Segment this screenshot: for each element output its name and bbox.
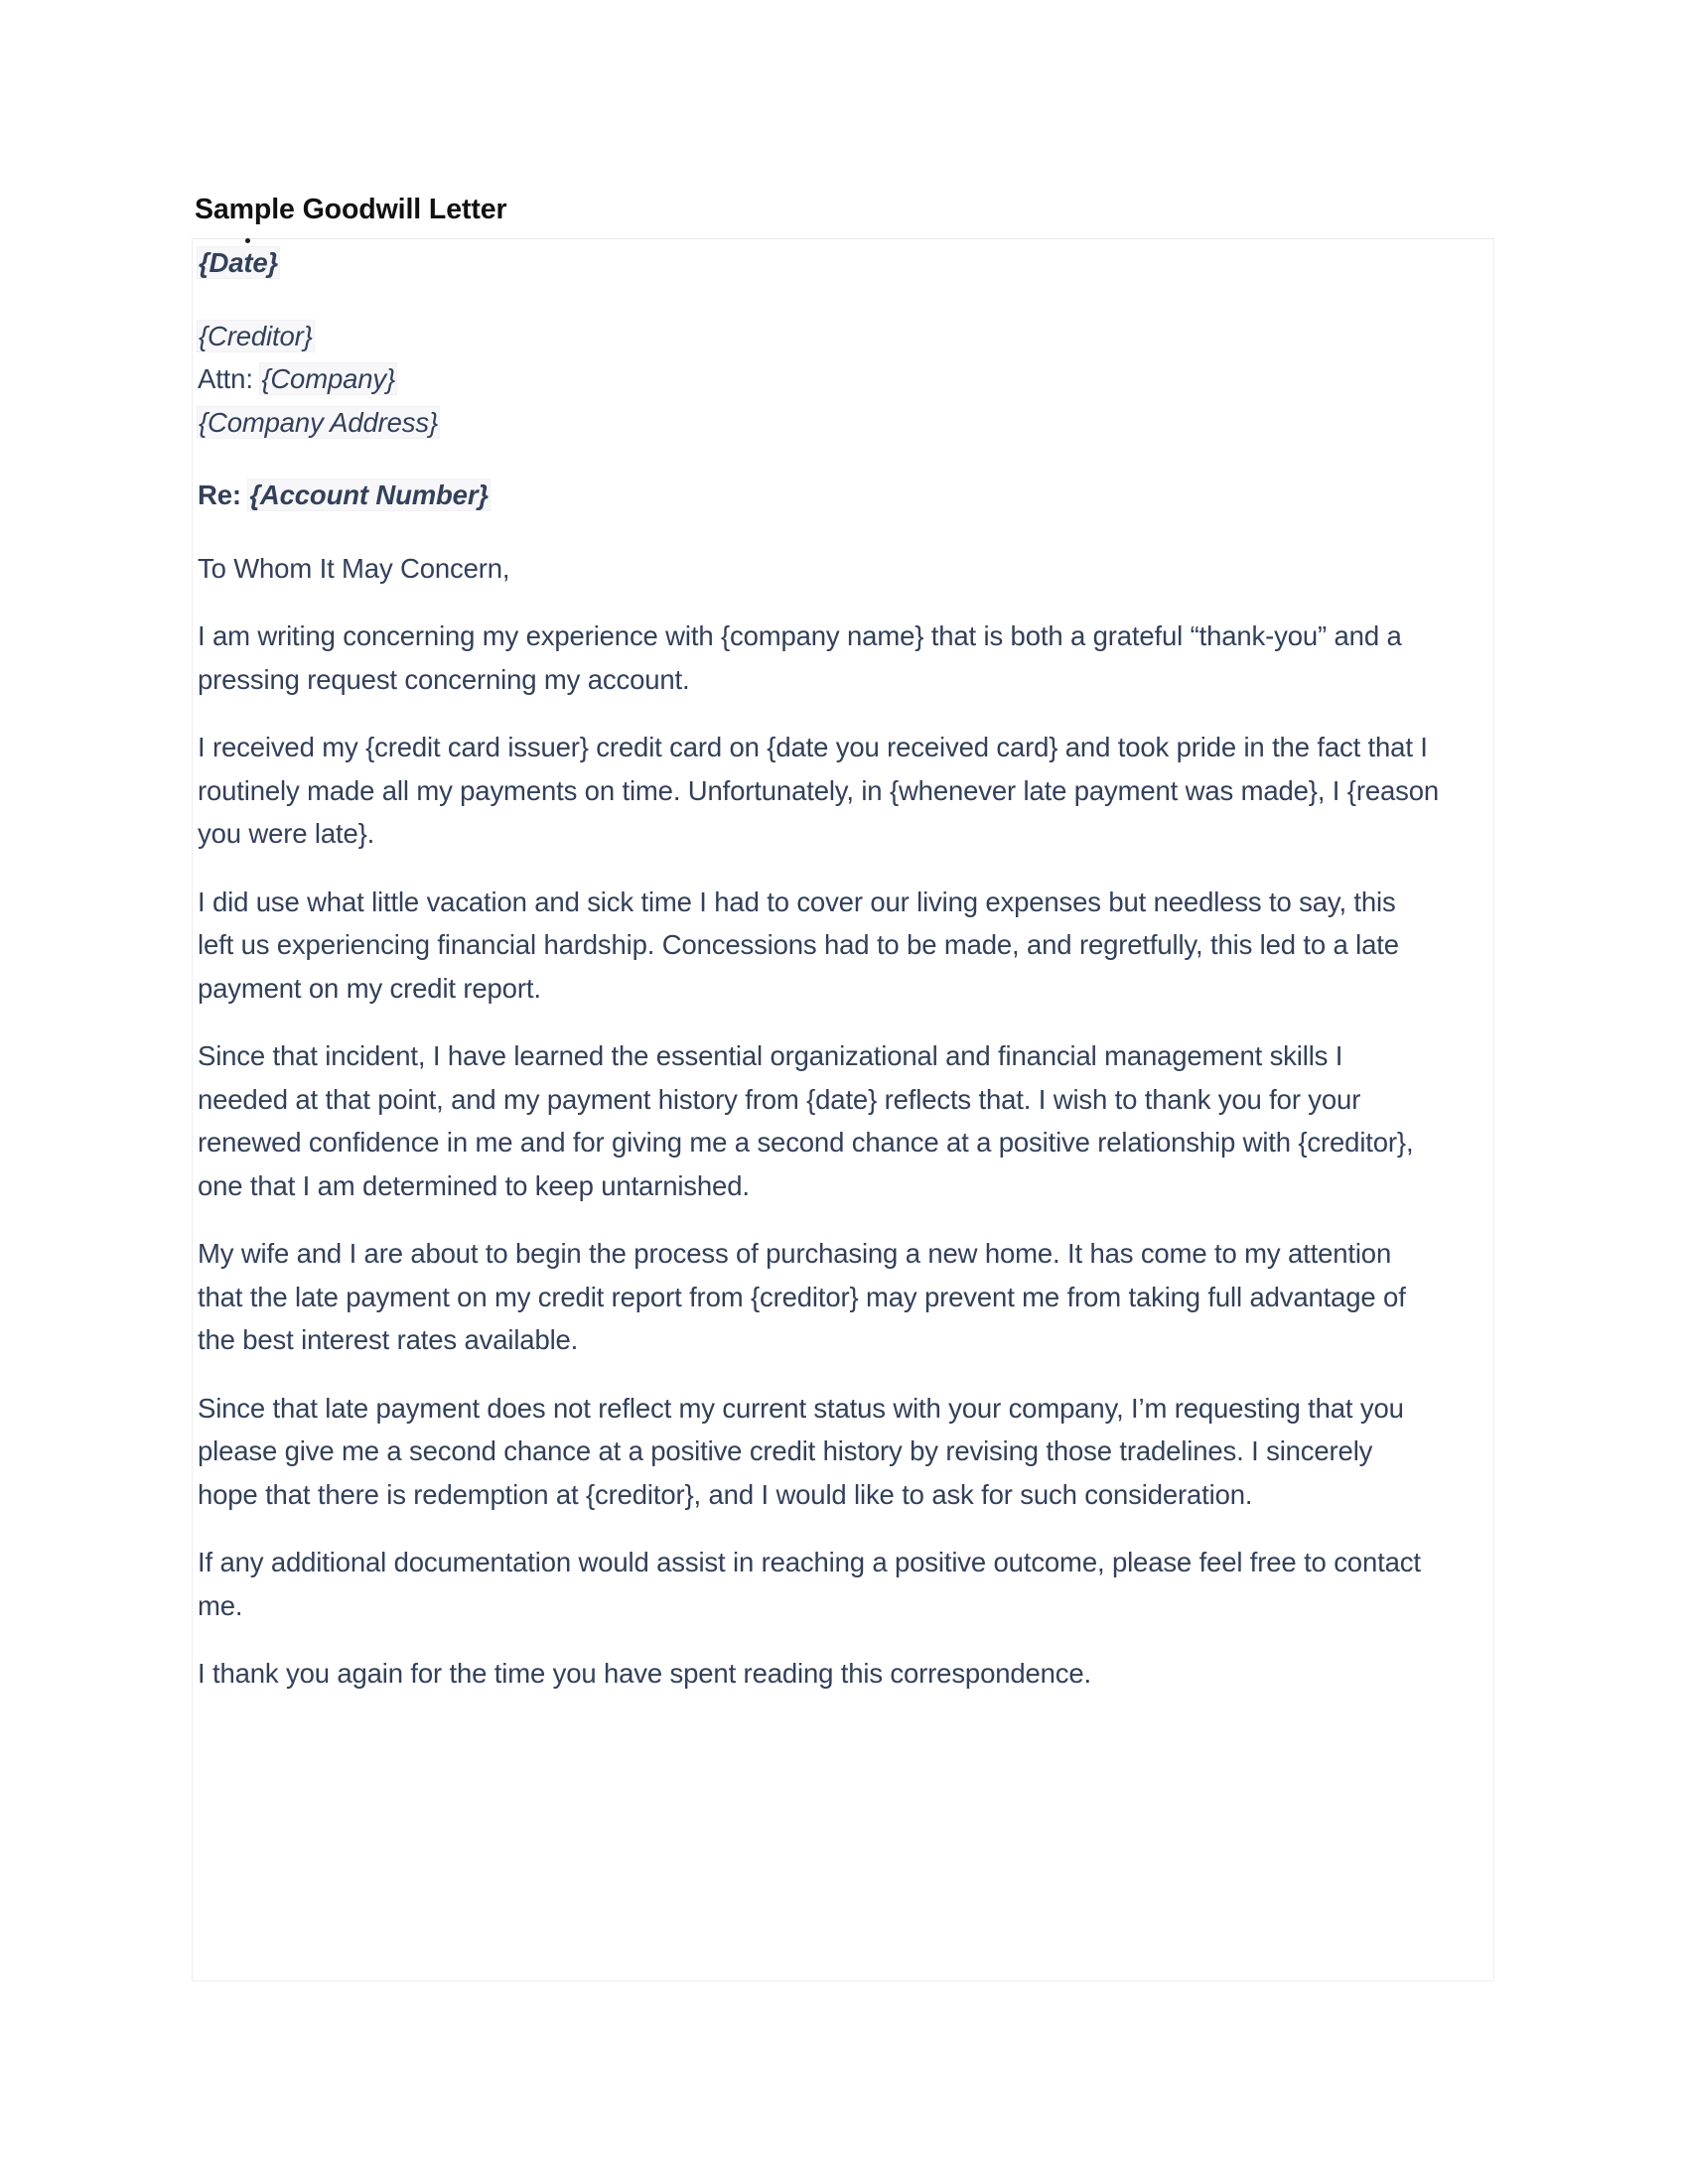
letter-content — [195, 241, 1485, 1720]
date-line — [198, 241, 1485, 285]
date-field[interactable]: {Date} — [199, 247, 279, 278]
spacer — [198, 444, 1485, 474]
page-title: Sample Goodwill Letter — [195, 194, 507, 225]
company-field[interactable]: {Company} — [261, 363, 396, 394]
account-number-field[interactable]: {Account Number} — [249, 479, 489, 510]
attn-line — [198, 357, 1485, 401]
body-paragraph: I am writing concerning my experience with {company name} that is both a grateful “thank-you” and a pressing request concerning my account. — [198, 620, 1402, 695]
spacer — [198, 285, 1485, 315]
body-paragraph: I received my {credit card issuer} credit card on {date you received card} and took pride in the fact that I routinely made all my payments on time. Unfortunately, in {whenever late payment was made}, I {reason you were late}. — [198, 732, 1439, 849]
salutation: To Whom It May Concern, — [198, 552, 510, 584]
body-paragraph: Since that late payment does not reflect my current status with your company, I’m requesting that you please give me a second chance at a positive credit history by revising those tradelines. I sincerely hope that there is redemption at {creditor}, and I would like to ask for such consideration. — [198, 1392, 1404, 1510]
body-paragraph: I thank you again for the time you have spent reading this correspondence. — [198, 1658, 1092, 1689]
body-paragraph: My wife and I are about to begin the process of purchasing a new home. It has come to my attention that the late payment on my credit report from {creditor} may prevent me from taking full advantage of the best interest rates available. — [198, 1238, 1406, 1355]
company-address-field[interactable]: {Company Address} — [199, 406, 439, 438]
creditor-field[interactable]: {Creditor} — [199, 320, 313, 351]
spacer — [198, 517, 1485, 547]
body-paragraph: If any additional documentation would assist in reaching a positive outcome, please feel free to contact me. — [198, 1547, 1421, 1621]
creditor-line — [198, 315, 1485, 358]
subject-line — [198, 474, 1485, 517]
body-paragraph: Since that incident, I have learned the essential organizational and financial management skills I needed at that point, and my payment history from {date} reflects that. I wish to thank you for your renewed confidence in me and for giving me a second chance at a positive relationship with {creditor}, one that I am determined to keep untarnished. — [198, 1040, 1414, 1201]
body-paragraph: I did use what little vacation and sick time I had to cover our living expenses but needless to say, this left us experiencing financial hardship. Concessions had to be made, and regretfully, this led to a late payment on my credit report. — [198, 886, 1399, 1004]
attn-label: Attn: — [198, 363, 253, 394]
company-address-line — [198, 401, 1485, 445]
subject-label: Re: — [198, 479, 241, 510]
